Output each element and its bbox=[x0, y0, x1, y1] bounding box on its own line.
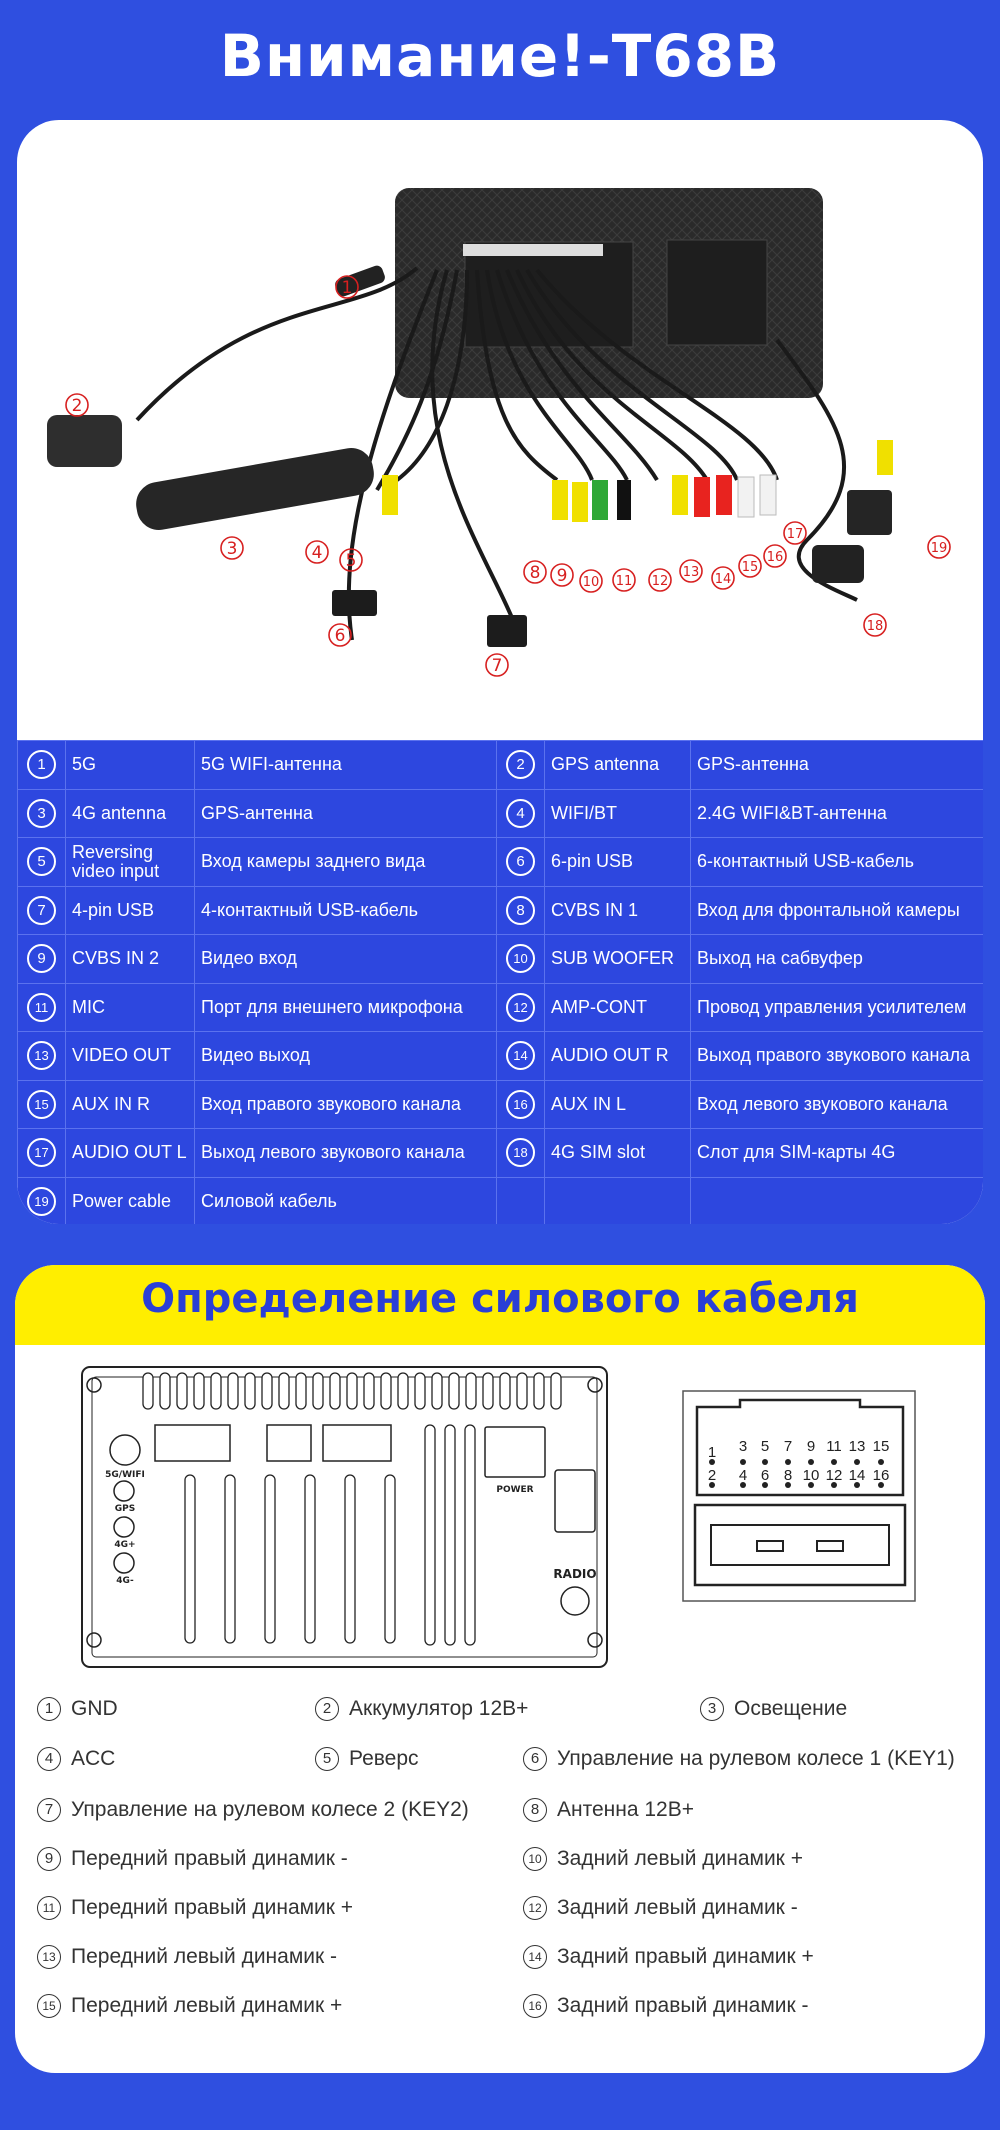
connector-number: 14 bbox=[506, 1041, 535, 1070]
pin-number: 14 bbox=[523, 1945, 547, 1969]
pin-number: 6 bbox=[523, 1747, 547, 1771]
connector-description: Вход правого звукового канала bbox=[195, 1080, 497, 1129]
pin-item bbox=[37, 1945, 337, 1969]
connector-number: 7 bbox=[27, 896, 56, 925]
pin-item bbox=[315, 1697, 528, 1721]
connector-description: Порт для внешнего микрофона bbox=[195, 983, 497, 1032]
svg-text:6: 6 bbox=[334, 626, 346, 646]
svg-text:15: 15 bbox=[872, 1438, 890, 1455]
table-row bbox=[18, 838, 984, 887]
svg-text:16: 16 bbox=[766, 550, 784, 565]
connector-number-cell bbox=[18, 1032, 66, 1081]
connector-description: Вход левого звукового канала bbox=[691, 1080, 984, 1129]
connector-description: 4-контактный USB-кабель bbox=[195, 886, 497, 935]
pin-label: Передний левый динамик + bbox=[71, 1994, 343, 2017]
pin-label: Управление на рулевом колесе 1 (KEY1) bbox=[557, 1747, 955, 1770]
connector-number-cell bbox=[18, 886, 66, 935]
svg-text:12: 12 bbox=[651, 574, 669, 589]
pin-label: Задний правый динамик + bbox=[557, 1945, 814, 1968]
head-unit-back-photo bbox=[17, 120, 983, 740]
connector-number-cell bbox=[497, 1129, 545, 1178]
svg-text:5: 5 bbox=[760, 1438, 770, 1455]
usb-6pin-plug bbox=[332, 590, 377, 616]
connector-name: 4G SIM slot bbox=[545, 1129, 691, 1178]
svg-text:15: 15 bbox=[741, 560, 759, 575]
usb-4pin-plug bbox=[487, 615, 527, 647]
pin-number: 16 bbox=[523, 1994, 547, 2018]
pin-number: 12 bbox=[523, 1896, 547, 1920]
pin-label: Антенна 12В+ bbox=[557, 1798, 695, 1821]
connector-number: 8 bbox=[506, 896, 535, 925]
connector-description: Видео выход bbox=[195, 1032, 497, 1081]
table-row bbox=[18, 741, 984, 790]
connector-description: 5G WIFI-антенна bbox=[195, 741, 497, 790]
connector-photo-card bbox=[17, 120, 983, 1224]
connector-number-cell bbox=[18, 741, 66, 790]
svg-text:10: 10 bbox=[582, 575, 600, 590]
connector-description: 2.4G WIFI&BT-антенна bbox=[691, 789, 984, 838]
connector-number: 4 bbox=[506, 799, 535, 828]
svg-text:2: 2 bbox=[71, 396, 83, 416]
connector-number: 3 bbox=[27, 799, 56, 828]
pin-number: 8 bbox=[523, 1798, 547, 1822]
connector-description: GPS-антенна bbox=[691, 741, 984, 790]
connector-name: AUDIO OUT L bbox=[66, 1129, 195, 1178]
connector-description: Выход на сабвуфер bbox=[691, 935, 984, 984]
svg-text:4G+: 4G+ bbox=[114, 1540, 136, 1550]
power-title: Определение силового кабеля bbox=[141, 1276, 859, 1322]
svg-text:17: 17 bbox=[786, 527, 804, 542]
table-row bbox=[18, 1080, 984, 1129]
connector-number: 1 bbox=[27, 750, 56, 779]
connector-name bbox=[545, 1177, 691, 1224]
connector-number-cell bbox=[497, 983, 545, 1032]
pin-number: 7 bbox=[37, 1798, 61, 1822]
pin-label: Управление на рулевом колесе 2 (KEY2) bbox=[71, 1798, 469, 1821]
svg-text:14: 14 bbox=[714, 572, 732, 587]
page-title: Внимание!-T68B bbox=[219, 22, 781, 90]
table-row bbox=[18, 1032, 984, 1081]
pin-item bbox=[37, 1697, 118, 1721]
connector-number: 5 bbox=[27, 847, 56, 876]
table-row bbox=[18, 1129, 984, 1178]
connector-number-cell bbox=[18, 789, 66, 838]
pin-item bbox=[700, 1697, 847, 1721]
pin-item bbox=[37, 1798, 469, 1822]
pin-number: 5 bbox=[315, 1747, 339, 1771]
connector-description: Силовой кабель bbox=[195, 1177, 497, 1224]
svg-text:5: 5 bbox=[345, 551, 357, 571]
pin-number: 3 bbox=[700, 1697, 724, 1721]
connector-description: Слот для SIM-карты 4G bbox=[691, 1129, 984, 1178]
connector-description: Провод управления усилителем bbox=[691, 983, 984, 1032]
connector-number-cell bbox=[497, 1080, 545, 1129]
table-row bbox=[18, 983, 984, 1032]
svg-text:12: 12 bbox=[825, 1467, 843, 1484]
svg-text:14: 14 bbox=[848, 1467, 866, 1484]
connector-number-cell bbox=[18, 1129, 66, 1178]
table-row bbox=[18, 935, 984, 984]
pin-number: 4 bbox=[37, 1747, 61, 1771]
pin-label: GND bbox=[71, 1697, 118, 1720]
connector-number: 2 bbox=[506, 750, 535, 779]
connector-number-cell bbox=[497, 789, 545, 838]
connector-number-cell bbox=[497, 741, 545, 790]
svg-text:1: 1 bbox=[341, 278, 353, 298]
pin-label: Задний правый динамик - bbox=[557, 1994, 809, 2017]
power-cable-card bbox=[15, 1265, 985, 2073]
pin-label: Передний правый динамик - bbox=[71, 1847, 348, 1870]
svg-text:1: 1 bbox=[707, 1444, 717, 1461]
pin-item bbox=[523, 1798, 694, 1822]
pin-item bbox=[523, 1896, 798, 1920]
pin-item bbox=[37, 1847, 348, 1871]
table-row bbox=[18, 789, 984, 838]
pin-number: 13 bbox=[37, 1945, 61, 1969]
pin-label: Передний правый динамик + bbox=[71, 1896, 354, 1919]
4g-antenna bbox=[133, 445, 378, 534]
pin-item bbox=[37, 1896, 353, 1920]
svg-text:9: 9 bbox=[806, 1438, 816, 1455]
connector-number: 18 bbox=[506, 1138, 535, 1167]
connector-description: 6-контактный USB-кабель bbox=[691, 838, 984, 887]
connector-name: 4-pin USB bbox=[66, 886, 195, 935]
pin-number: 2 bbox=[315, 1697, 339, 1721]
connector-number: 16 bbox=[506, 1090, 535, 1119]
svg-text:7: 7 bbox=[491, 656, 503, 676]
connector-description: Выход правого звукового канала bbox=[691, 1032, 984, 1081]
pin-number: 10 bbox=[523, 1847, 547, 1871]
pin-number: 1 bbox=[37, 1697, 61, 1721]
svg-text:7: 7 bbox=[783, 1438, 793, 1455]
connector-number: 13 bbox=[27, 1041, 56, 1070]
pin-item bbox=[37, 1994, 342, 2018]
pin-label: Аккумулятор 12В+ bbox=[349, 1697, 529, 1720]
svg-text:5G/WIFI: 5G/WIFI bbox=[105, 1470, 145, 1480]
connector-number: 12 bbox=[506, 993, 535, 1022]
connector-name: WIFI/BT bbox=[545, 789, 691, 838]
svg-text:4G-: 4G- bbox=[116, 1576, 134, 1586]
connector-description bbox=[691, 1177, 984, 1224]
svg-text:11: 11 bbox=[615, 574, 633, 589]
pin-item bbox=[523, 1994, 809, 2018]
pin-number: 15 bbox=[37, 1994, 61, 2018]
svg-text:8: 8 bbox=[529, 563, 541, 583]
connector-name: 4G antenna bbox=[66, 789, 195, 838]
svg-text:13: 13 bbox=[682, 565, 700, 580]
connector-number: 17 bbox=[27, 1138, 56, 1167]
connector-name: 6-pin USB bbox=[545, 838, 691, 887]
svg-text:13: 13 bbox=[848, 1438, 866, 1455]
connector-name: VIDEO OUT bbox=[66, 1032, 195, 1081]
pin-label: Освещение bbox=[734, 1697, 848, 1720]
connector-number-cell bbox=[18, 838, 66, 887]
connector-name: AUX IN R bbox=[66, 1080, 195, 1129]
svg-text:3: 3 bbox=[226, 539, 238, 559]
svg-text:9: 9 bbox=[556, 566, 568, 586]
connector-name: CVBS IN 2 bbox=[66, 935, 195, 984]
power-connector bbox=[847, 490, 892, 535]
svg-text:8: 8 bbox=[783, 1467, 793, 1484]
pin-item bbox=[315, 1747, 419, 1771]
connector-description: Вход для фронтальной камеры bbox=[691, 886, 984, 935]
connector-name: 5G bbox=[66, 741, 195, 790]
connector-number: 11 bbox=[27, 993, 56, 1022]
svg-text:RADIO: RADIO bbox=[553, 1567, 597, 1581]
connector-name: AUDIO OUT R bbox=[545, 1032, 691, 1081]
connector-number-cell bbox=[497, 1032, 545, 1081]
product-photo bbox=[17, 120, 983, 740]
connector-description: Выход левого звукового канала bbox=[195, 1129, 497, 1178]
connector-number: 6 bbox=[506, 847, 535, 876]
connector-table-body bbox=[18, 741, 984, 1225]
svg-text:4: 4 bbox=[738, 1467, 748, 1484]
connector-name: SUB WOOFER bbox=[545, 935, 691, 984]
connector-number-cell bbox=[497, 886, 545, 935]
connector-description: Видео вход bbox=[195, 935, 497, 984]
svg-text:4: 4 bbox=[311, 543, 323, 563]
connector-number: 15 bbox=[27, 1090, 56, 1119]
connector-number-cell bbox=[18, 1080, 66, 1129]
pin-label: ACC bbox=[71, 1747, 116, 1770]
svg-text:3: 3 bbox=[738, 1438, 748, 1455]
connector-name: Reversing video input bbox=[66, 838, 195, 887]
connector-description: Вход камеры заднего вида bbox=[195, 838, 497, 887]
svg-text:POWER: POWER bbox=[496, 1485, 534, 1495]
connector-name: MIC bbox=[66, 983, 195, 1032]
svg-text:19: 19 bbox=[930, 541, 948, 556]
svg-text:11: 11 bbox=[826, 1438, 842, 1455]
connector-number-cell bbox=[18, 935, 66, 984]
pin-label: Задний левый динамик + bbox=[557, 1847, 803, 1870]
connector-number: 10 bbox=[506, 944, 535, 973]
pin-number: 9 bbox=[37, 1847, 61, 1871]
pin-item bbox=[37, 1747, 115, 1771]
pin-item bbox=[523, 1747, 955, 1771]
connector-number-cell bbox=[18, 983, 66, 1032]
pin-number: 11 bbox=[37, 1896, 61, 1920]
connector-number: 9 bbox=[27, 944, 56, 973]
pin-label: Передний левый динамик - bbox=[71, 1945, 338, 1968]
pin-label: Реверс bbox=[349, 1747, 419, 1770]
svg-text:18: 18 bbox=[866, 619, 884, 634]
connector-table bbox=[17, 740, 983, 1224]
svg-text:16: 16 bbox=[872, 1467, 890, 1484]
connector-number-cell bbox=[497, 1177, 545, 1224]
connector-name: Power cable bbox=[66, 1177, 195, 1224]
connector-name: GPS antenna bbox=[545, 741, 691, 790]
svg-text:2: 2 bbox=[707, 1467, 717, 1484]
connector-number: 19 bbox=[27, 1187, 56, 1216]
connector-number-cell bbox=[18, 1177, 66, 1224]
svg-text:6: 6 bbox=[760, 1467, 770, 1484]
table-row bbox=[18, 886, 984, 935]
power-pin-list bbox=[15, 1265, 985, 2073]
pin-item bbox=[523, 1945, 814, 1969]
svg-text:GPS: GPS bbox=[114, 1504, 136, 1514]
table-row bbox=[18, 1177, 984, 1224]
connector-name: CVBS IN 1 bbox=[545, 886, 691, 935]
gps-antenna bbox=[47, 415, 122, 467]
connector-description: GPS-антенна bbox=[195, 789, 497, 838]
connector-number-cell bbox=[497, 838, 545, 887]
connector-name: AMP-CONT bbox=[545, 983, 691, 1032]
connector-number-cell bbox=[497, 935, 545, 984]
svg-text:10: 10 bbox=[802, 1467, 820, 1484]
sim-slot-box bbox=[812, 545, 864, 583]
connector-name: AUX IN L bbox=[545, 1080, 691, 1129]
pin-label: Задний левый динамик - bbox=[557, 1896, 798, 1919]
pin-item bbox=[523, 1847, 803, 1871]
